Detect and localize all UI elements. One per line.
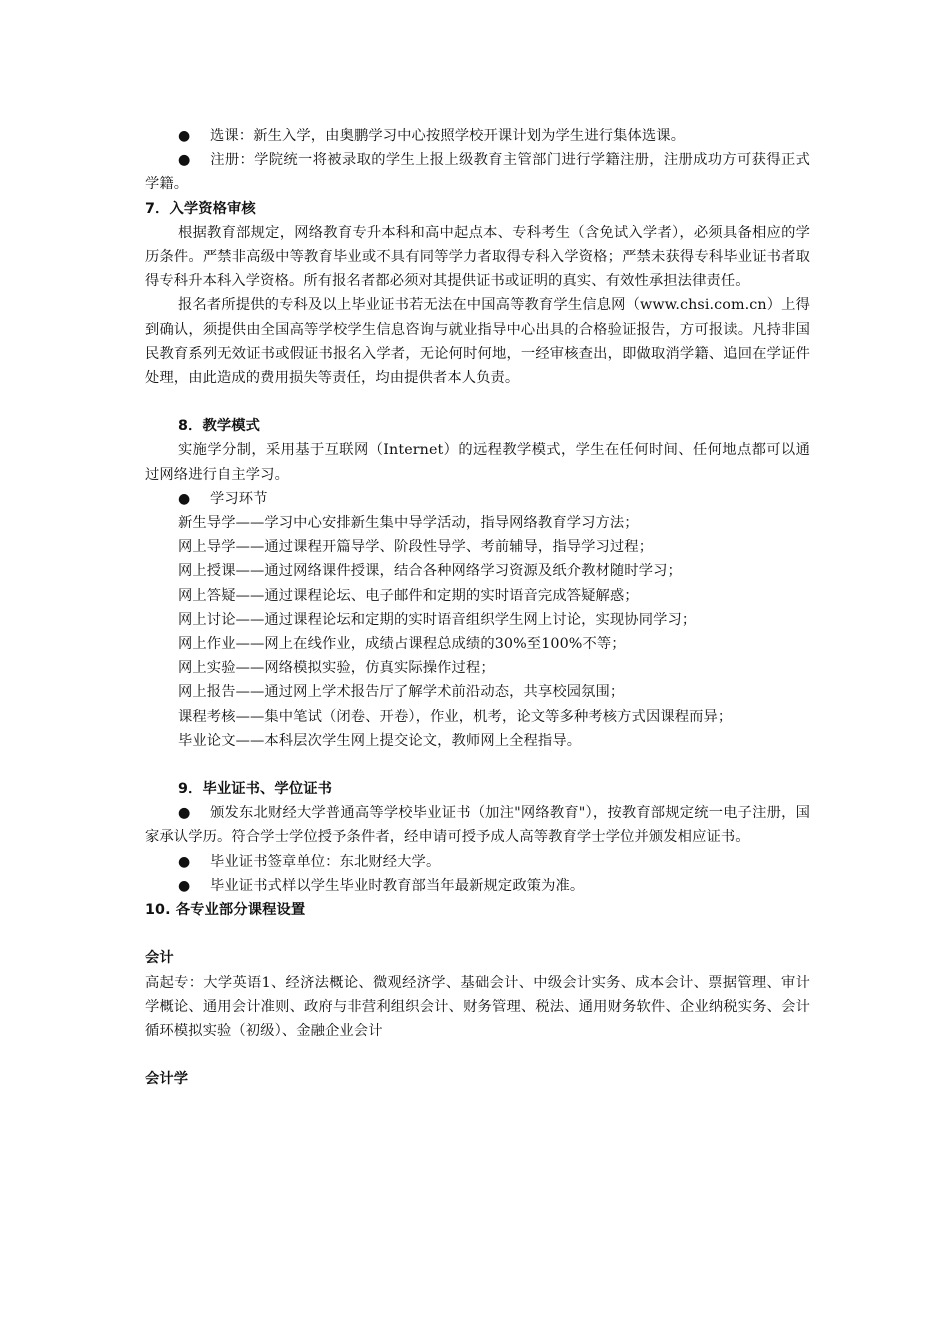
spacer bbox=[145, 1043, 810, 1067]
bullet-dot-icon: ● bbox=[178, 490, 191, 507]
study-line-discussion: 网上讨论——通过课程论坛和定期的实时语音组织学生网上讨论，实现协同学习； bbox=[178, 611, 697, 628]
bullet-dot-icon: ● bbox=[178, 152, 191, 169]
bullet-diploma-style: ● 毕业证书式样以学生毕业时教育部当年最新规定政策为准。 bbox=[145, 874, 810, 898]
section-7-paragraph-1: 根据教育部规定，网络教育专升本科和高中起点本、专科考生（含免试入学者），必须具备相应的学历条件。严禁非高级中等教育毕业或不具有同等学力者取得专科入学资格；严禁未获得专科毕业证书者取得专科升本科入学资格。所有报名者都必须对其提供证书或证明的真实、有效性承担法律责任。 bbox=[145, 224, 810, 290]
major-accounting-science-title: 会计学 bbox=[145, 1071, 189, 1088]
study-line-lecture: 网上授课——通过网络课件授课，结合各种网络学习资源及纸介教材随时学习； bbox=[178, 563, 682, 580]
section-8-paragraph-1: 实施学分制，采用基于互联网（Internet）的远程教学模式，学生在任何时间、任何地点都可以通过网络进行自主学习。 bbox=[145, 442, 810, 483]
bullet-diploma: ● 颁发东北财经大学普通高等学校毕业证书（加注"网络教育"），按教育部规定统一电子注册，国家承认学历。符合学士学位授予条件者，经申请可授予成人高等教育学士学位并颁发相应证书。 bbox=[145, 801, 810, 849]
study-line-experiment: 网上实验——网络模拟实验，仿真实际操作过程； bbox=[178, 660, 495, 677]
major-accounting-courses: 高起专：大学英语1、经济法概论、微观经济学、基础会计、中级会计实务、成本会计、票据管理、审计学概论、通用会计准则、政府与非营利组织会计、财务管理、税法、通用财务软件、企业纳税实务、会计循环模拟实验（初级）、金融企业会计 bbox=[145, 974, 810, 1039]
bullet-dot-icon: ● bbox=[178, 128, 191, 144]
section-10-title: 10. 各专业部分课程设置 bbox=[145, 902, 306, 919]
study-line-guidance: 网上导学——通过课程开篇导学、阶段性导学、考前辅导，指导学习过程； bbox=[178, 539, 654, 556]
bullet-seal-unit: ● 毕业证书签章单位：东北财经大学。 bbox=[145, 850, 810, 874]
bullet-dot-icon: ● bbox=[178, 805, 191, 822]
bullet-course-selection: ● 选课：新生入学，由奥鹏学习中心按照学校开课计划为学生进行集体选课。 bbox=[145, 124, 810, 148]
spacer bbox=[145, 390, 810, 414]
bullet-registration: ● 注册：学院统一将被录取的学生上报上级教育主管部门进行学籍注册，注册成功方可获得正式学籍。 bbox=[145, 148, 810, 196]
section-9-title: 9．毕业证书、学位证书 bbox=[178, 781, 333, 798]
bullet-dot-icon: ● bbox=[178, 877, 191, 894]
bullet-study-stages: ● 学习环节 bbox=[145, 487, 810, 511]
study-line-assessment: 课程考核——集中笔试（闭卷、开卷），作业，机考，论文等多种考核方式因课程而异； bbox=[178, 708, 733, 725]
spacer bbox=[145, 753, 810, 777]
document-body bbox=[145, 124, 810, 1091]
study-line-homework: 网上作业——网上在线作业，成绩占课程总成绩的30%至100%不等； bbox=[178, 636, 626, 653]
study-line-report: 网上报告——通过网上学术报告厅了解学术前沿动态，共享校园氛围； bbox=[178, 684, 625, 701]
bullet-dot-icon: ● bbox=[178, 853, 191, 870]
spacer bbox=[145, 922, 810, 946]
major-accounting-title: 会计 bbox=[145, 950, 174, 967]
section-7-paragraph-2: 报名者所提供的专科及以上毕业证书若无法在中国高等教育学生信息网（www.chsi.com.cn）上得到确认，须提供由全国高等学校学生信息咨询与就业指导中心出具的合格验证报告，方可报读。凡持非国民教育系列无效证书或假证书报名入学者，无论何时何地，一经审核查出，即做取消学籍、追回在学证件处理，由此造成的费用损失等责任，均由提供者本人负责。 bbox=[145, 297, 810, 387]
study-line-orientation: 新生导学——学习中心安排新生集中导学活动，指导网络教育学习方法； bbox=[178, 515, 639, 532]
study-line-qa: 网上答疑——通过课程论坛、电子邮件和定期的实时语音完成答疑解惑； bbox=[178, 587, 639, 604]
study-line-thesis: 毕业论文——本科层次学生网上提交论文，教师网上全程指导。 bbox=[178, 732, 582, 749]
section-7-title: 7．入学资格审核 bbox=[145, 200, 256, 217]
section-8-title: 8．教学模式 bbox=[178, 418, 261, 435]
